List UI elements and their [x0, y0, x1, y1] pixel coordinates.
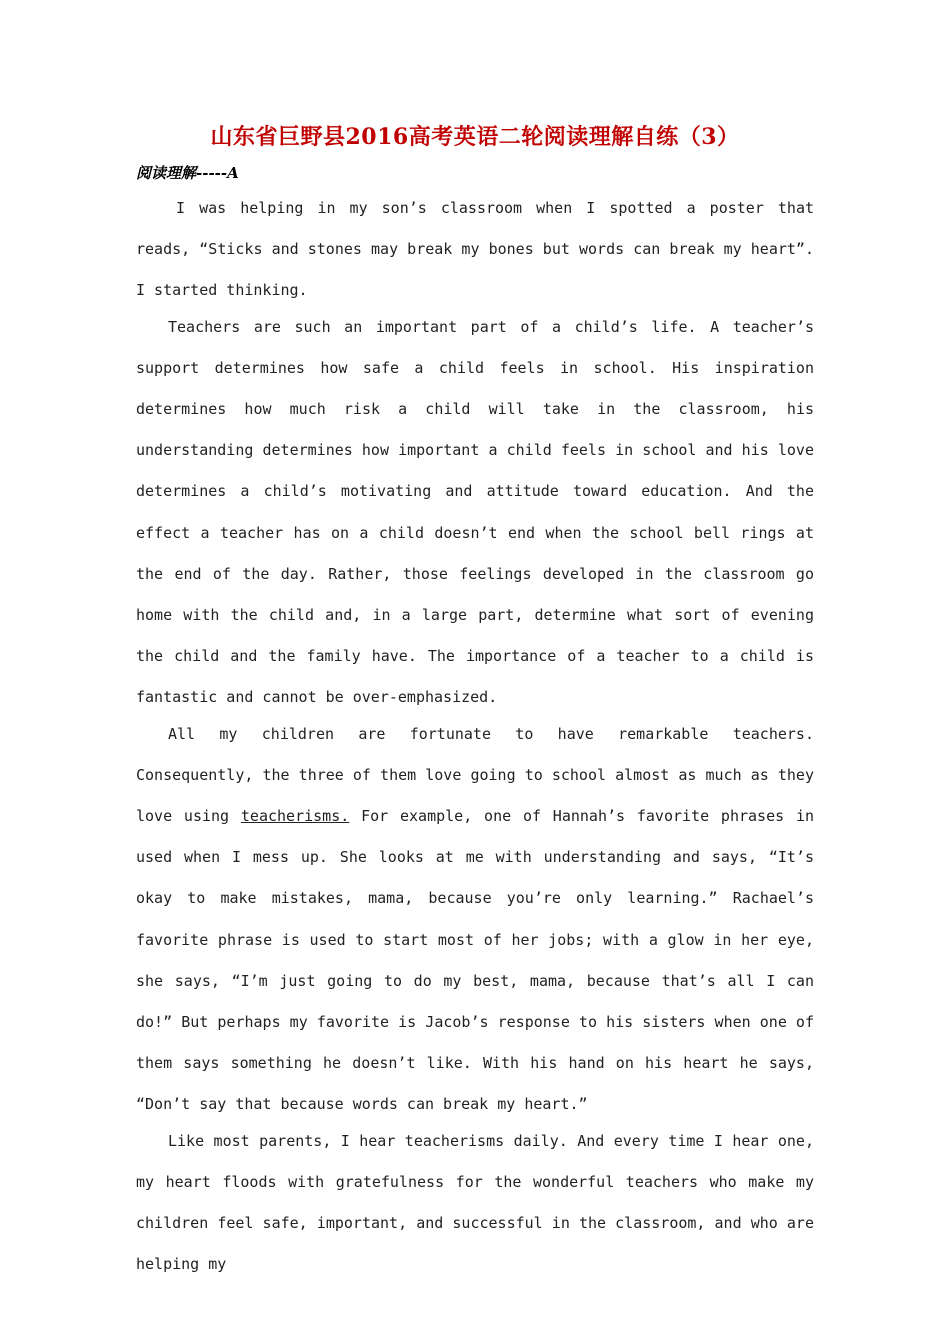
paragraph-1: I was helping in my son’s classroom when I spotted a poster that reads, “Sticks and stones may break my bones but words can break my heart”. I started thinking. [136, 199, 814, 300]
paragraph-3-start: All my children are fortunate to have remarkable teachers. Consequently, the three of them love going to school almost as much as they love using [136, 724, 814, 826]
section-label: 阅读理解-----A [136, 164, 239, 182]
paragraph-3 [136, 714, 814, 1126]
paragraph-3-rest: For example, one of Hannah’s favorite phrases in used when I mess up. She looks at me with understanding and says, “It’s okay to make mistakes, mama, because you’re only learning.” Rachael’s favorite phrase is used to start most of her jobs; with a glow in her eye, she says, “I’m just going to do my best, mama, because that’s all I can do!” But perhaps my favorite is Jacob’s response to his sisters when one of them says something he doesn’t like. With his hand on his heart he says, “Don’t say that because words can break my heart.” [136, 807, 815, 1114]
underlined-word-teacherisms: teacherisms. [240, 807, 350, 826]
document-title: 山东省巨野县2016高考英语二轮阅读理解自练（3） [210, 124, 740, 150]
article-body [136, 188, 814, 1280]
paragraph-4: Like most parents, I hear teacherisms daily. And every time I hear one, my heart floods with gratefulness for the wonderful teachers who make my children feel safe, important, and successful in the classroom, and who are helping my [136, 1131, 814, 1274]
paragraph-2: Teachers are such an important part of a child’s life. A teacher’s support determines how safe a child feels in school. His inspiration determines how much risk a child will take in the classroom, his understanding determines how important a child feels in school and his love determines a child’s motivating and attitude toward education. And the effect a teacher has on a child doesn’t end when the school bell rings at the end of the day. Rather, those feelings developed in the classroom go home with the child and, in a large part, determine what sort of evening the child and the family have. The importance of a teacher to a child is fantastic and cannot be over-emphasized. [136, 317, 814, 707]
